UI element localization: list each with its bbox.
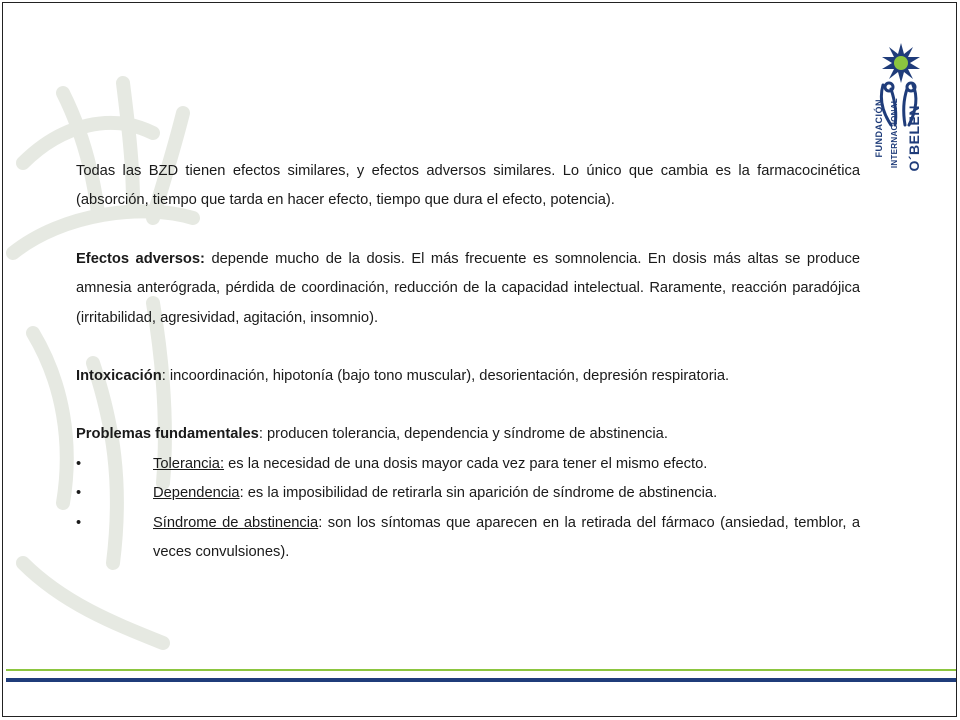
paragraph-adverse-effects bbox=[76, 245, 860, 333]
logo-line1: FUNDACIÓN bbox=[874, 99, 884, 158]
tolerance-text: es la necesidad de una dosis mayor cada vez para tener el mismo efecto. bbox=[224, 455, 708, 472]
bullet-dot: • bbox=[76, 485, 82, 502]
paragraph-intro: Todas las BZD tienen efectos similares, y efectos adversos similares. Lo único que cambia es la farmacocinética (absorción, tiempo que tarda en hacer efecto, tiempo que dura el efecto, potencia). bbox=[76, 163, 860, 209]
bullet-dot: • bbox=[76, 455, 82, 472]
logo-line3: O´BELEN bbox=[906, 105, 922, 172]
bullet-dot: • bbox=[76, 514, 82, 531]
bullet-dependence bbox=[76, 479, 860, 508]
logo-line2: INTERNACIONAL bbox=[890, 98, 899, 169]
slide-body bbox=[76, 157, 860, 567]
logo-text-fundacion bbox=[874, 99, 884, 158]
intoxication-text: : incoordinación, hipotonía (bajo tono muscular), desorientación, depresión respiratoria. bbox=[161, 368, 730, 385]
intoxication-label: Intoxicación bbox=[76, 368, 162, 385]
adverse-effects-text: depende mucho de la dosis. El más frecuente es somnolencia. En dosis más altas se produce amnesia anterógrada, pérdida de coordinación, reducción de la capacidad intelectual. Raramente, reacción paradójica (irritabilidad, agresividad, agitación, insomnio). bbox=[76, 250, 861, 326]
withdrawal-term: Síndrome de abstinencia bbox=[153, 514, 319, 531]
dependence-text: : es la imposibilidad de retirarla sin aparición de síndrome de abstinencia. bbox=[239, 485, 718, 502]
logo-text-internacional bbox=[890, 98, 899, 168]
problems-text: : producen tolerancia, dependencia y síndrome de abstinencia. bbox=[258, 426, 668, 443]
bullet-withdrawal bbox=[76, 509, 860, 568]
withdrawal-text: : son los síntomas que aparecen en la retirada del fármaco (ansiedad, temblor, a veces convulsiones). bbox=[153, 514, 861, 561]
bullet-tolerance bbox=[76, 450, 860, 479]
dependence-term: Dependencia bbox=[153, 485, 240, 502]
slide bbox=[2, 2, 957, 717]
problems-label: Problemas fundamentales bbox=[76, 426, 259, 443]
adverse-effects-label: Efectos adversos: bbox=[76, 250, 205, 267]
paragraph-problems bbox=[76, 420, 860, 449]
footer-blue-line bbox=[6, 678, 957, 682]
tolerance-term: Tolerancia: bbox=[153, 455, 225, 472]
footer-green-line bbox=[6, 669, 957, 671]
paragraph-intoxication bbox=[76, 362, 860, 391]
logo-text-obelen bbox=[906, 105, 922, 172]
